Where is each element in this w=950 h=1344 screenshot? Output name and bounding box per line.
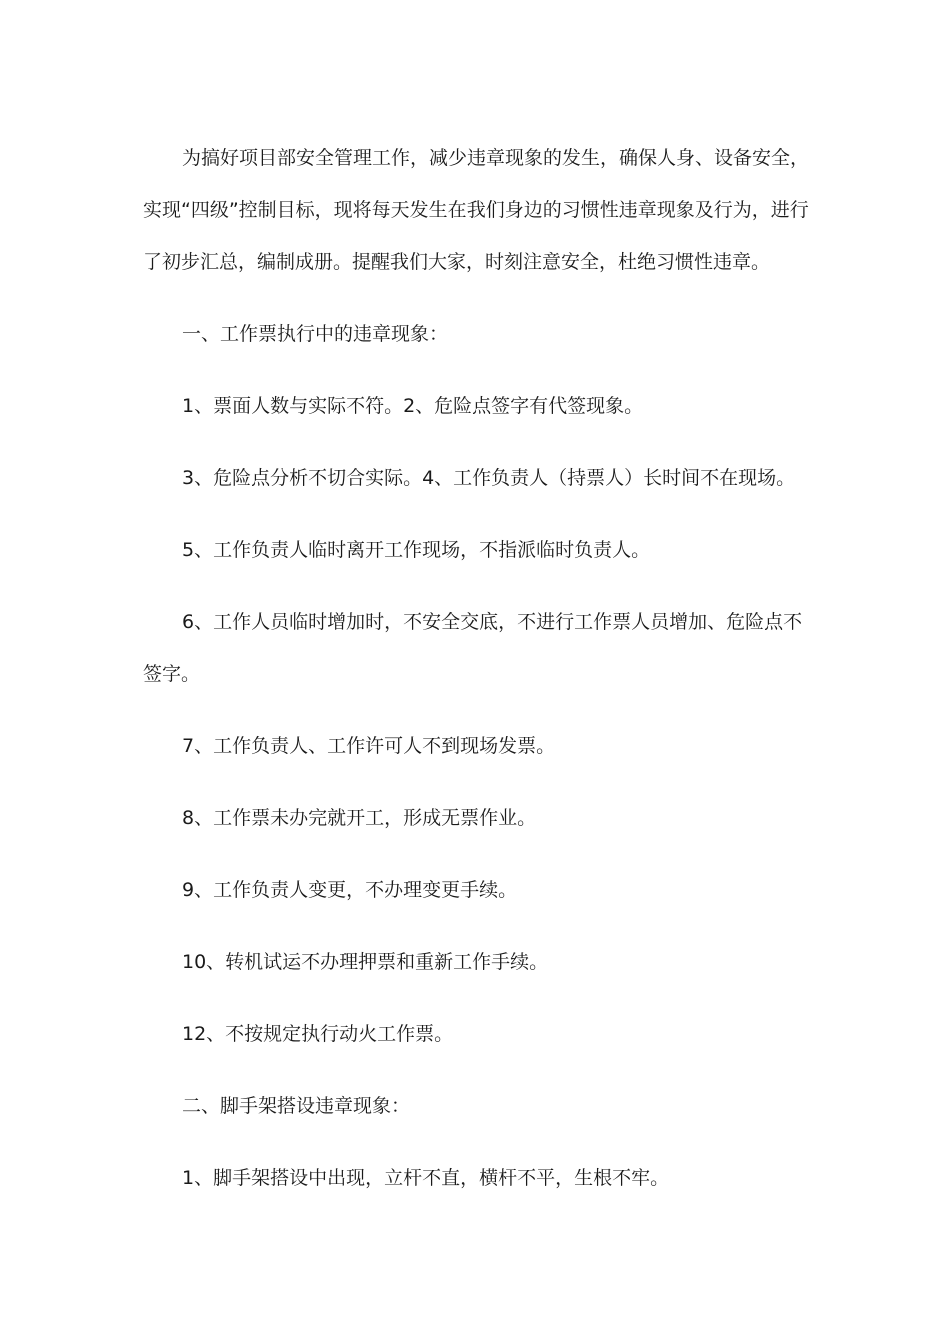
list-item: 5、工作负责人临时离开工作现场，不指派临时负责人。	[182, 539, 651, 561]
list-item: 12、不按规定执行动火工作票。	[182, 1023, 454, 1045]
list-item: 1、脚手架搭设中出现，立杆不直，横杆不平，生根不牢。	[182, 1167, 670, 1189]
section-heading-scaffolding: 二、脚手架搭设违章现象：	[182, 1095, 411, 1117]
section-heading-work-ticket: 一、工作票执行中的违章现象：	[182, 323, 449, 345]
list-item: 6、工作人员临时增加时，不安全交底，不进行工作票人员增加、危险点不签字。	[143, 611, 803, 685]
list-item: 7、工作负责人、工作许可人不到现场发票。	[182, 735, 556, 757]
list-item: 1、票面人数与实际不符。2、危险点签字有代签现象。	[182, 395, 644, 417]
list-item: 9、工作负责人变更，不办理变更手续。	[182, 879, 518, 901]
list-item: 10、转机试运不办理押票和重新工作手续。	[182, 951, 549, 973]
list-item: 3、危险点分析不切合实际。4、工作负责人（持票人）长时间不在现场。	[182, 467, 796, 489]
list-item: 8、工作票未办完就开工，形成无票作业。	[182, 807, 537, 829]
intro-paragraph: 为搞好项目部安全管理工作，减少违章现象的发生，确保人身、设备安全，实现“四级”控制目标，现将每天发生在我们身边的习惯性违章现象及行为，进行了初步汇总，编制成册。提醒我们大家，时刻注意安全，杜绝习惯性违章。	[143, 147, 810, 273]
document-body	[143, 132, 815, 1224]
